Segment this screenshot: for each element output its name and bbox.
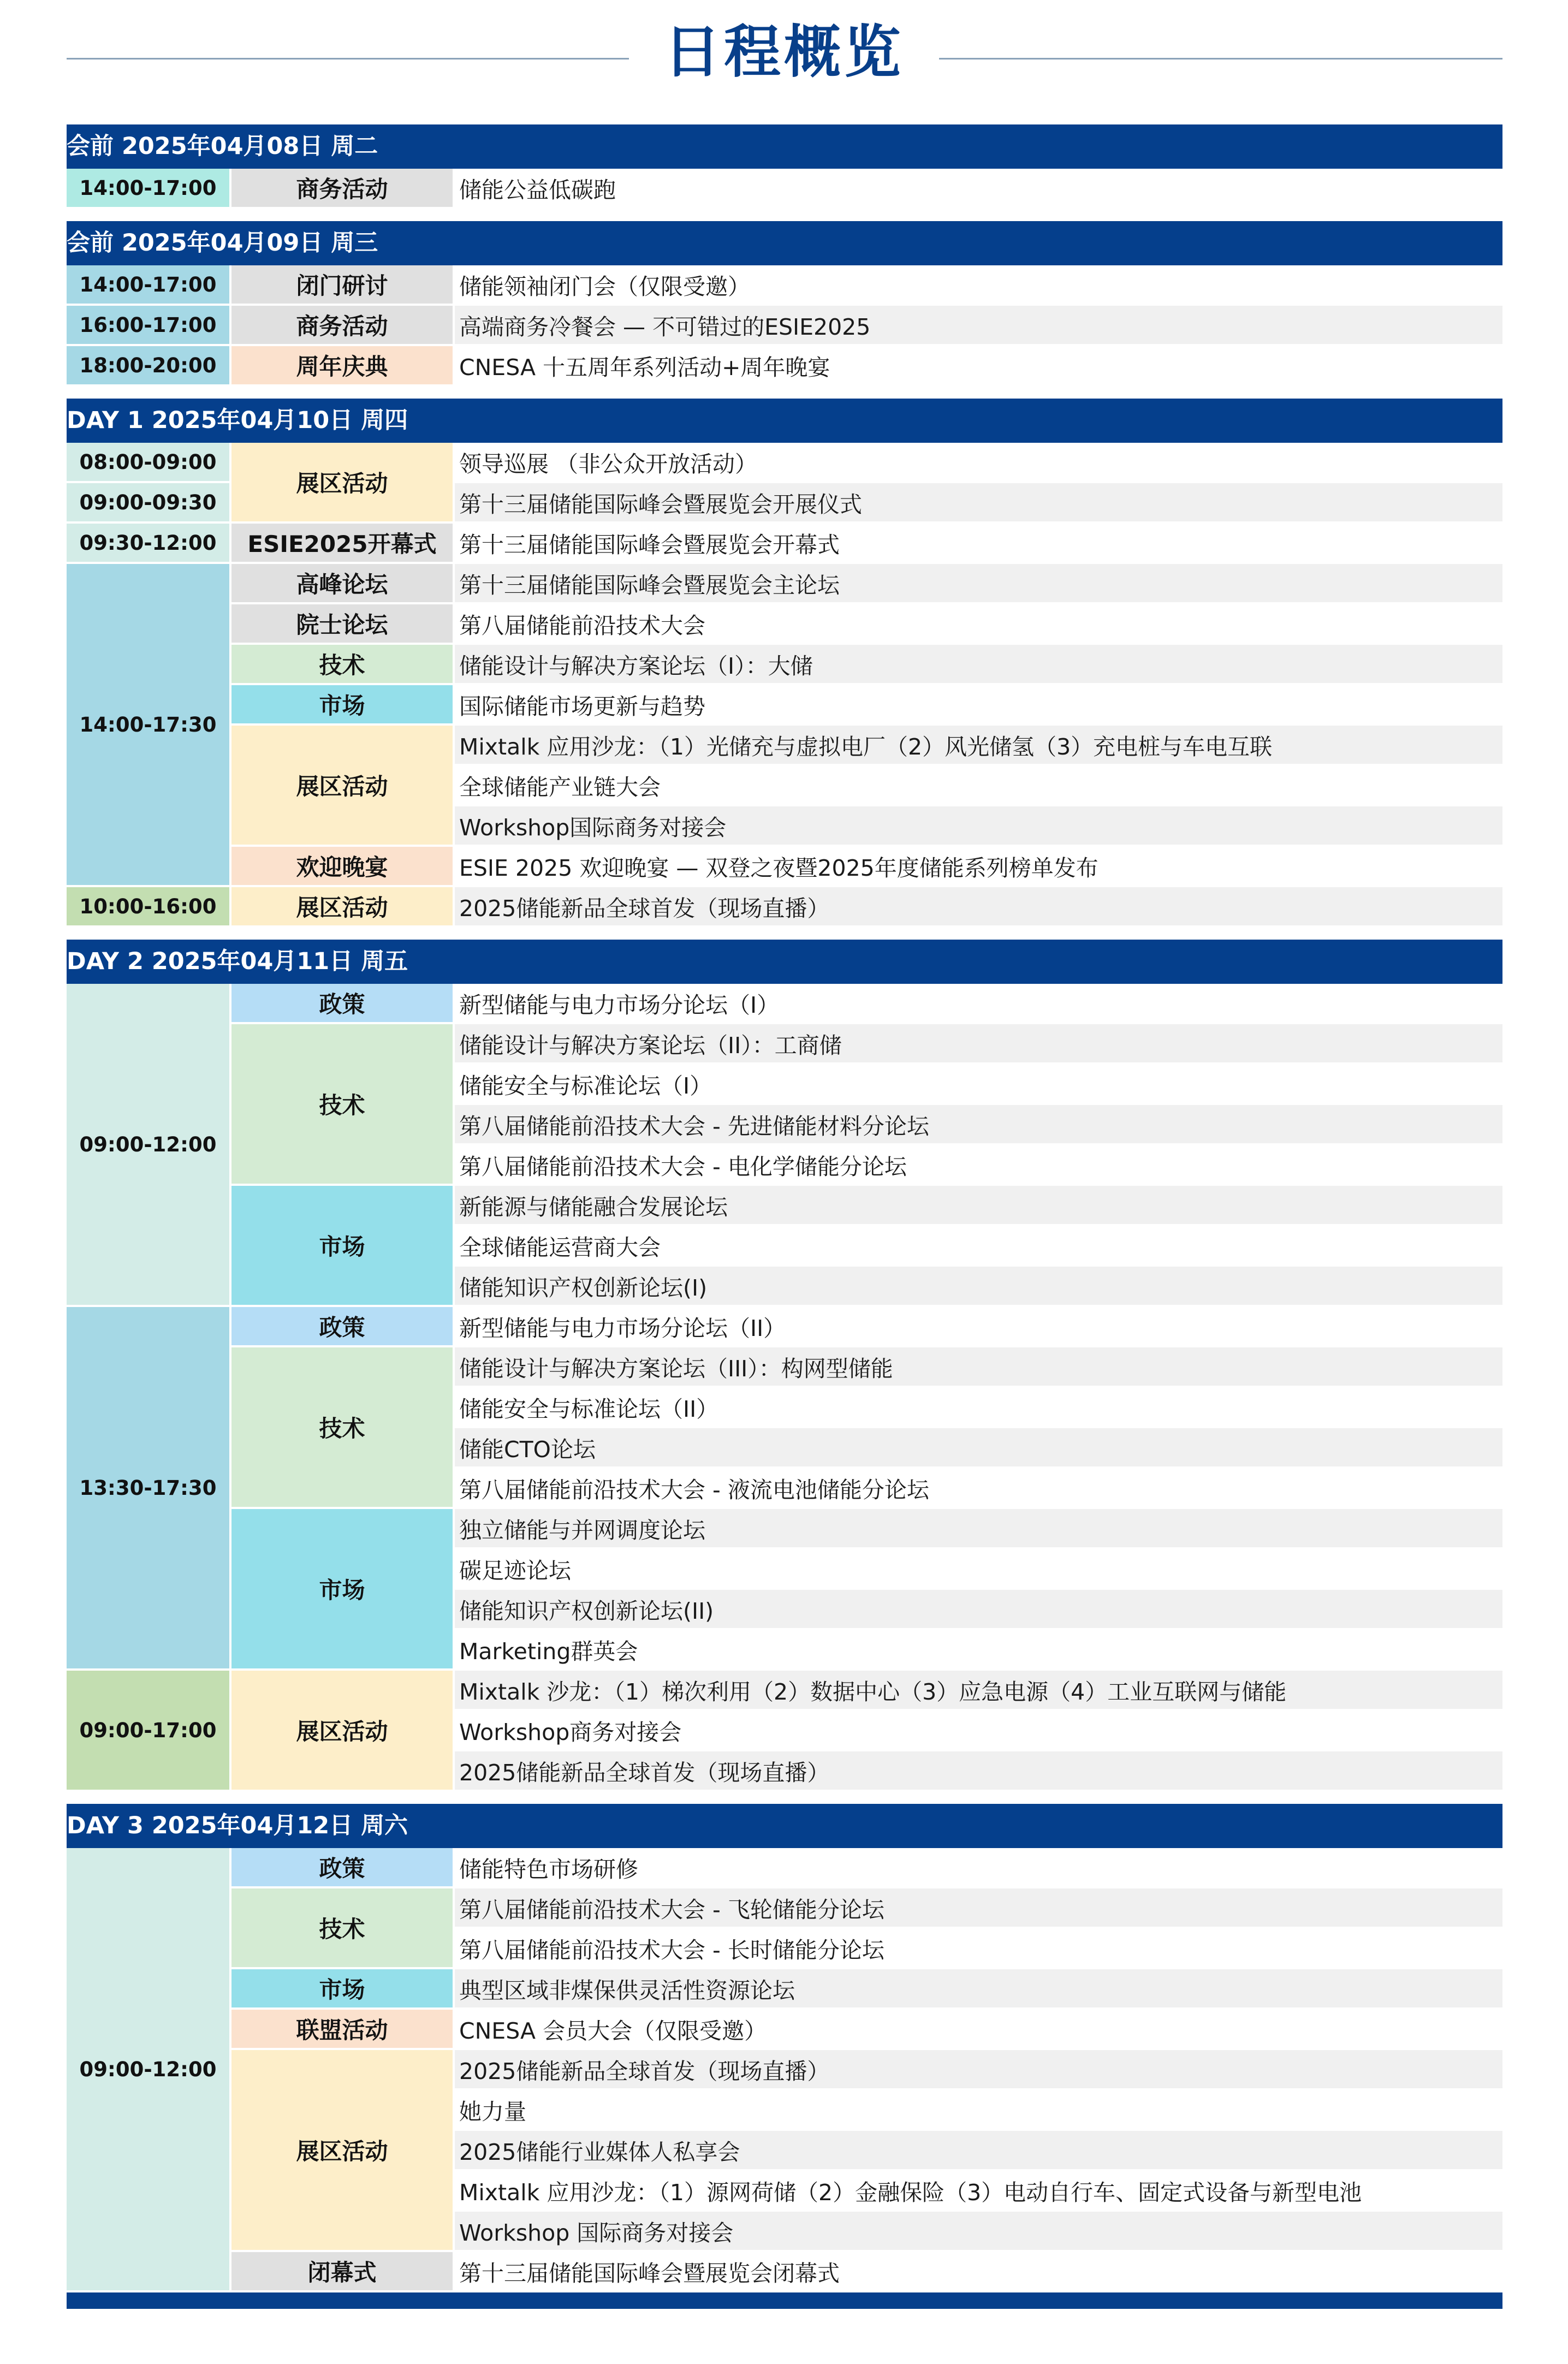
event-item: 独立储能与并网调度论坛 [455, 1509, 1502, 1549]
event-item: Workshop商务对接会 [455, 1711, 1502, 1751]
day-header: 会前 2025年04月09日 周三 [67, 221, 1502, 265]
day-header-row [67, 221, 1502, 265]
event-item: 新型储能与电力市场分论坛（I） [455, 984, 1502, 1024]
day-header-row [67, 399, 1502, 443]
event-item: CNESA 十五周年系列活动+周年晚宴 [455, 346, 1502, 387]
schedule-row [67, 1969, 1502, 2010]
event-item: 新能源与储能融合发展论坛 [455, 1186, 1502, 1226]
time-slot: 09:00-12:00 [67, 1848, 231, 2292]
day-gap [67, 387, 1502, 399]
schedule-row [67, 1848, 1502, 1888]
category-label: 市场 [231, 685, 455, 726]
day-header: DAY 3 2025年04月12日 周六 [67, 1804, 1502, 1848]
schedule-row [67, 726, 1502, 766]
schedule-row [67, 604, 1502, 645]
schedule-row [67, 564, 1502, 604]
time-slot: 18:00-20:00 [67, 346, 231, 387]
day-gap [67, 209, 1502, 221]
event-item: Workshop国际商务对接会 [455, 806, 1502, 847]
event-item: 储能设计与解决方案论坛（I）：大储 [455, 645, 1502, 685]
event-item: 全球储能运营商大会 [455, 1226, 1502, 1267]
event-item: 典型区域非煤保供灵活性资源论坛 [455, 1969, 1502, 2010]
schedule-row [67, 847, 1502, 887]
event-item: 储能设计与解决方案论坛（II）：工商储 [455, 1024, 1502, 1065]
event-item: 2025储能行业媒体人私享会 [455, 2131, 1502, 2171]
category-label: 政策 [231, 1848, 455, 1888]
schedule-row [67, 887, 1502, 928]
event-item: ESIE 2025 欢迎晚宴 — 双登之夜暨2025年度储能系列榜单发布 [455, 847, 1502, 887]
schedule-row [67, 685, 1502, 726]
category-label: 闭门研讨 [231, 265, 455, 306]
day-header-row [67, 124, 1502, 169]
day-header-row [67, 940, 1502, 984]
time-slot: 10:00-16:00 [67, 887, 231, 928]
category-label: 展区活动 [231, 726, 455, 847]
page-header [0, 0, 1568, 104]
day-gap [67, 1792, 1502, 1804]
event-item: 储能安全与标准论坛（I） [455, 1065, 1502, 1105]
schedule-row [67, 306, 1502, 346]
event-item: 储能知识产权创新论坛(II) [455, 1590, 1502, 1630]
day-gap-cell [67, 387, 1502, 399]
category-label: 市场 [231, 1186, 455, 1307]
time-slot: 14:00-17:30 [67, 564, 231, 887]
category-label: 闭幕式 [231, 2252, 455, 2292]
schedule-row [67, 1186, 1502, 1226]
category-label: 欢迎晚宴 [231, 847, 455, 887]
event-item: 2025储能新品全球首发（现场直播） [455, 2050, 1502, 2090]
event-item: 储能CTO论坛 [455, 1428, 1502, 1469]
event-item: Mixtalk 应用沙龙：（1）光储充与虚拟电厂（2）风光储氢（3）充电桩与车电互联 [455, 726, 1502, 766]
time-slot: 09:00-09:30 [67, 483, 231, 524]
time-slot: 09:30-12:00 [67, 524, 231, 564]
event-item: Mixtalk 应用沙龙：（1）源网荷储（2）金融保险（3）电动自行车、固定式设备与新型电池 [455, 2171, 1502, 2212]
day-header: DAY 1 2025年04月10日 周四 [67, 399, 1502, 443]
category-label: 政策 [231, 984, 455, 1024]
category-label: 商务活动 [231, 306, 455, 346]
category-label: 周年庆典 [231, 346, 455, 387]
category-label: 技术 [231, 1888, 455, 1969]
time-slot: 09:00-12:00 [67, 984, 231, 1307]
day-header-row [67, 1804, 1502, 1848]
schedule-row [67, 984, 1502, 1024]
event-item: 国际储能市场更新与趋势 [455, 685, 1502, 726]
category-label: 院士论坛 [231, 604, 455, 645]
event-item: 储能知识产权创新论坛(I) [455, 1267, 1502, 1307]
day-gap-cell [67, 209, 1502, 221]
event-item: 储能领袖闭门会（仅限受邀） [455, 265, 1502, 306]
day-gap-cell [67, 928, 1502, 940]
schedule-row [67, 2252, 1502, 2292]
category-label: 市场 [231, 1509, 455, 1671]
event-item: 高端商务冷餐会 — 不可错过的ESIE2025 [455, 306, 1502, 346]
event-item: Workshop 国际商务对接会 [455, 2212, 1502, 2252]
event-item: 储能设计与解决方案论坛（III）：构网型储能 [455, 1347, 1502, 1388]
day-header: DAY 2 2025年04月11日 周五 [67, 940, 1502, 984]
event-item: Marketing群英会 [455, 1630, 1502, 1671]
day-gap-cell [67, 1792, 1502, 1804]
event-item: 第十三届储能国际峰会暨展览会主论坛 [455, 564, 1502, 604]
title-divider-left [67, 58, 629, 60]
day-gap [67, 928, 1502, 940]
event-item: Mixtalk 沙龙：（1）梯次利用（2）数据中心（3）应急电源（4）工业互联网与储能 [455, 1671, 1502, 1711]
category-label: 市场 [231, 1969, 455, 2010]
time-slot: 16:00-17:00 [67, 306, 231, 346]
event-item: 第八届储能前沿技术大会 - 先进储能材料分论坛 [455, 1105, 1502, 1145]
title-divider-right [939, 58, 1502, 60]
category-label: 政策 [231, 1307, 455, 1347]
schedule-row [67, 1024, 1502, 1065]
schedule-row [67, 169, 1502, 209]
category-label: 联盟活动 [231, 2010, 455, 2050]
event-item: 2025储能新品全球首发（现场直播） [455, 1751, 1502, 1792]
event-item: 第十三届储能国际峰会暨展览会开展仪式 [455, 483, 1502, 524]
event-item: 储能安全与标准论坛（II） [455, 1388, 1502, 1428]
time-slot: 08:00-09:00 [67, 443, 231, 483]
schedule-row [67, 1307, 1502, 1347]
schedule-row [67, 346, 1502, 387]
time-slot: 13:30-17:30 [67, 1307, 231, 1671]
schedule-row [67, 2010, 1502, 2050]
time-slot: 14:00-17:00 [67, 169, 231, 209]
event-item: 第八届储能前沿技术大会 - 飞轮储能分论坛 [455, 1888, 1502, 1929]
event-item: 储能公益低碳跑 [455, 169, 1502, 209]
schedule-row [67, 443, 1502, 483]
schedule-row [67, 265, 1502, 306]
schedule-row [67, 2050, 1502, 2090]
time-slot: 14:00-17:00 [67, 265, 231, 306]
day-header: 会前 2025年04月08日 周二 [67, 124, 1502, 169]
event-item: 第十三届储能国际峰会暨展览会开幕式 [455, 524, 1502, 564]
schedule-row [67, 645, 1502, 685]
event-item: CNESA 会员大会（仅限受邀） [455, 2010, 1502, 2050]
footer-bar-cell [67, 2292, 1502, 2309]
category-label: 技术 [231, 1024, 455, 1186]
event-item: 领导巡展 （非公众开放活动） [455, 443, 1502, 483]
category-label: 技术 [231, 1347, 455, 1509]
category-label: 展区活动 [231, 1671, 455, 1792]
category-label: 技术 [231, 645, 455, 685]
page-title: 日程概览 [663, 19, 904, 85]
category-label: 商务活动 [231, 169, 455, 209]
event-item: 第八届储能前沿技术大会 - 电化学储能分论坛 [455, 1145, 1502, 1186]
schedule-table [67, 124, 1502, 2309]
category-label: 高峰论坛 [231, 564, 455, 604]
category-label: 展区活动 [231, 443, 455, 524]
event-item: 碳足迹论坛 [455, 1549, 1502, 1590]
event-item: 全球储能产业链大会 [455, 766, 1502, 806]
schedule-row [67, 524, 1502, 564]
category-label: ESIE2025开幕式 [231, 524, 455, 564]
footer-bar [67, 2292, 1502, 2309]
event-item: 2025储能新品全球首发（现场直播） [455, 887, 1502, 928]
event-item: 储能特色市场研修 [455, 1848, 1502, 1888]
event-item: 她力量 [455, 2090, 1502, 2131]
event-item: 第八届储能前沿技术大会 [455, 604, 1502, 645]
event-item: 第十三届储能国际峰会暨展览会闭幕式 [455, 2252, 1502, 2292]
event-item: 第八届储能前沿技术大会 - 液流电池储能分论坛 [455, 1469, 1502, 1509]
event-item: 第八届储能前沿技术大会 - 长时储能分论坛 [455, 1929, 1502, 1969]
schedule-row [67, 1888, 1502, 1929]
category-label: 展区活动 [231, 887, 455, 928]
time-slot: 09:00-17:00 [67, 1671, 231, 1792]
schedule-row [67, 1509, 1502, 1549]
schedule-row [67, 1347, 1502, 1388]
category-label: 展区活动 [231, 2050, 455, 2252]
schedule-row [67, 1671, 1502, 1711]
event-item: 新型储能与电力市场分论坛（II） [455, 1307, 1502, 1347]
